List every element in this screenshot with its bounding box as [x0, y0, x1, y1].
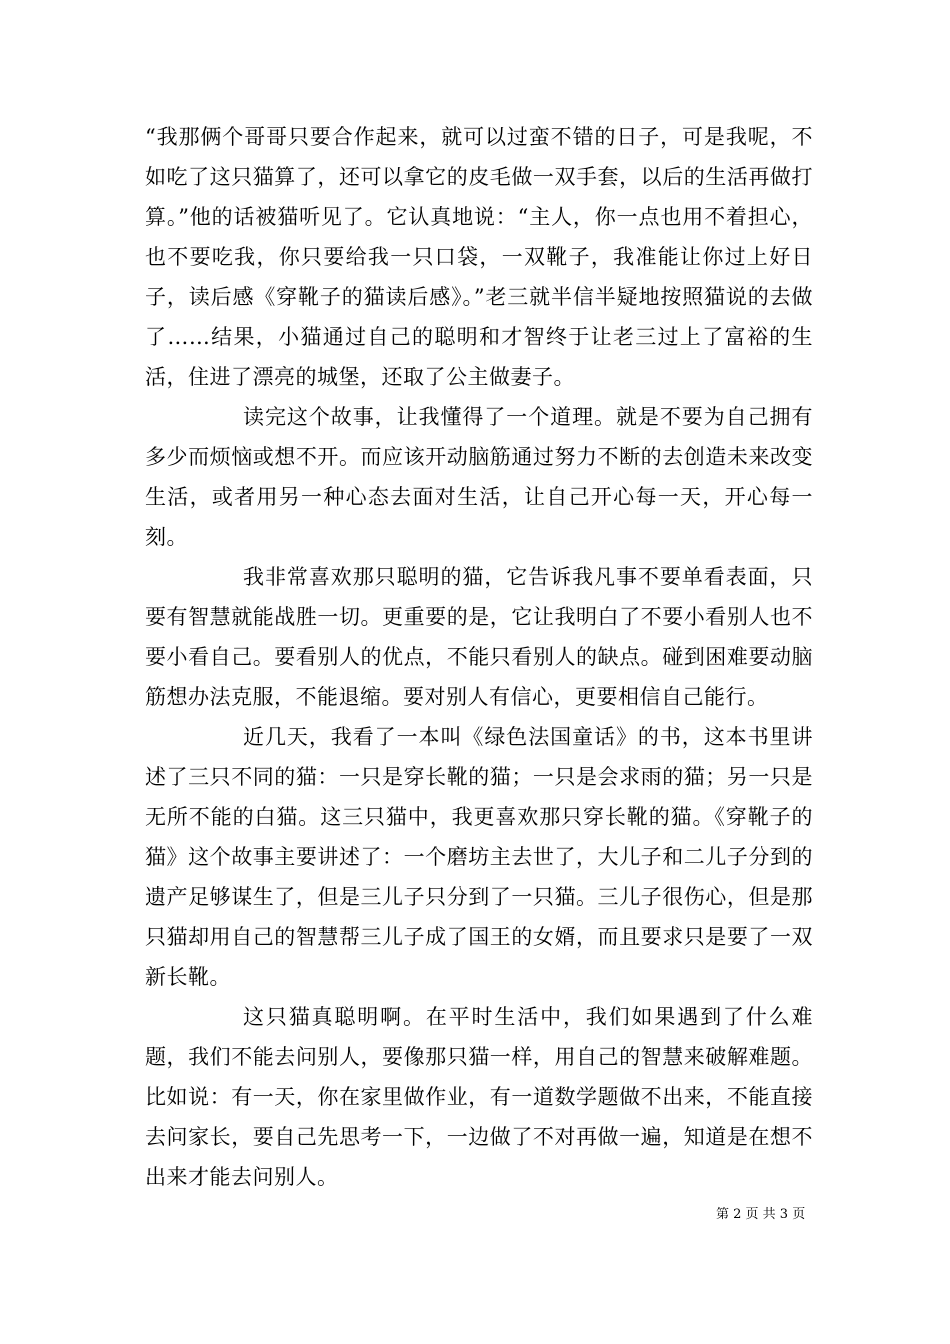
- paragraph-lesson: 读完这个故事，让我懂得了一个道理。就是不要为自己拥有多少而烦恼或想不开。而应该开动脑筋通过努力不断的去创造未来改变生活，或者用另一种心态去面对生活，让自己开心每一天，开心每一刻。: [145, 405, 813, 549]
- paragraph-story-continuation: “我那俩个哥哥只要合作起来，就可以过蛮不错的日子，可是我呢，不如吃了这只猫算了，还可以拿它的皮毛做一双手套，以后的生活再做打算。”他的话被猫听见了。它认真地说：“主人，你一点也用不着担心，也不要吃我，你只要给我一只口袋，一双靴子，我准能让你过上好日子，读后感《穿靴子的猫读后感》。”老三就半信半疑地按照猫说的去做了……结果，小猫通过自己的聪明和才智终于让老三过上了富裕的生活，住进了漂亮的城堡，还取了公主做妻子。: [145, 125, 813, 389]
- paragraph-favorite-cat: 我非常喜欢那只聪明的猫，它告诉我凡事不要单看表面，只要有智慧就能战胜一切。更重要的是，它让我明白了不要小看别人也不要小看自己。要看别人的优点，不能只看别人的缺点。碰到困难要动脑筋想办法克服，不能退缩。要对别人有信心，更要相信自己能行。: [145, 565, 813, 709]
- document-body: [145, 117, 813, 1197]
- page-number-footer: 第 2 页 共 3 页: [716, 1207, 806, 1222]
- paragraph-reflection: 这只猫真聪明啊。在平时生活中，我们如果遇到了什么难题，我们不能去问别人，要像那只猫一样，用自己的智慧来破解难题。比如说：有一天，你在家里做作业，有一道数学题做不出来，不能直接去问家长，要自己先思考一下，一边做了不对再做一遍，知道是在想不出来才能去问别人。: [145, 1005, 813, 1189]
- paragraph-book-summary: 近几天，我看了一本叫《绿色法国童话》的书，这本书里讲述了三只不同的猫：一只是穿长靴的猫；一只是会求雨的猫；另一只是无所不能的白猫。这三只猫中，我更喜欢那只穿长靴的猫。《穿靴子的猫》这个故事主要讲述了：一个磨坊主去世了，大儿子和二儿子分到的遗产足够谋生了，但是三儿子只分到了一只猫。三儿子很伤心，但是那只猫却用自己的智慧帮三儿子成了国王的女婿，而且要求只是要了一双新长靴。: [145, 725, 813, 989]
